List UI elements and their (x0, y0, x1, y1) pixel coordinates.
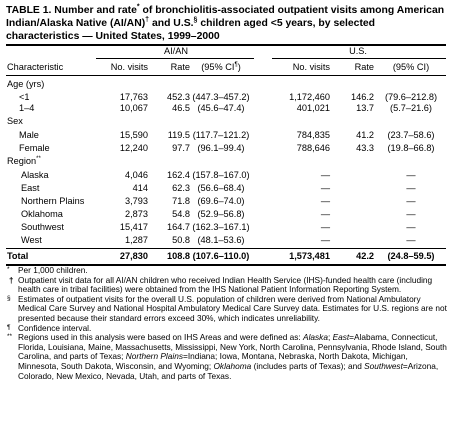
region-name: Southwest (364, 360, 403, 371)
ci-header-text: ) (237, 62, 241, 72)
us-ci-cell: (5.7–21.6) (390, 103, 432, 113)
footnote-mark: ** (7, 333, 13, 341)
us-visits-cell: 401,021 (296, 103, 330, 113)
footnote-mark: † (9, 275, 14, 285)
us-visits-cell: — (320, 235, 330, 245)
us-rate-cell: 13.7 (356, 103, 374, 113)
aian-rate-cell: 162.4 (167, 170, 190, 180)
aian-ci-cell: (157.8–167.0) (192, 170, 250, 180)
aian-rate-cell: 452.3 (167, 92, 190, 102)
aian-visits-cell: 15,417 (119, 222, 148, 232)
aian-visits-cell: 12,240 (119, 143, 148, 153)
section-label: Age (yrs) (7, 79, 45, 89)
footnote-mark: ¶ (7, 323, 11, 331)
section-row-sex (0, 116, 452, 127)
title-text: TABLE 1. Number and rate (6, 5, 137, 16)
region-name: East (332, 332, 350, 343)
aian-rate-cell: 97.7 (172, 143, 190, 153)
group-rule-aian (96, 58, 254, 59)
title-footnote-mark: † (145, 16, 150, 24)
region-name: Oklahoma (213, 360, 252, 371)
us-ci-cell: (19.8–66.8) (387, 143, 435, 153)
group-header-us: U.S. (349, 46, 367, 56)
aian-rate-cell: 62.3 (172, 183, 190, 193)
row-label: East (21, 183, 40, 193)
table-title (6, 4, 448, 43)
us-ci-cell: — (406, 222, 416, 232)
footnote-text: =Alabama, Connecticut, Florida, Louisiana, Maine, Massachusetts, Mississippi, New York, North Carolina, Pennsylvania, Rhode Island, South Carolina, and parts of Texas; (18, 332, 447, 362)
group-rule-us (272, 58, 446, 59)
aian-visits-cell: 2,873 (125, 209, 148, 219)
column-header-us-ci: (95% CI) (392, 62, 430, 72)
aian-rate-cell: 54.8 (172, 209, 190, 219)
footnote-text: Per 1,000 children. (18, 265, 88, 275)
aian-rate-cell: 108.8 (167, 251, 190, 261)
us-visits-cell: — (320, 183, 330, 193)
footnote-text: Estimates of outpatient visits for the overall U.S. population of children were derived from National Ambulatory Medical Care Survey and National Hospital Ambulatory Medical Care Survey data. Estimates for U.S. regions are not presented because their standard errors exceed 30%, which indicates unreliability. (18, 293, 447, 323)
us-rate-cell: 146.2 (351, 92, 374, 102)
row-label: Total (7, 251, 29, 261)
title-text: children aged <5 years, by selected characteristics — United States, 1999–2000 (6, 18, 376, 42)
us-visits-cell: — (320, 196, 330, 206)
column-header-aian-ci (190, 62, 252, 73)
us-visits-cell: 1,573,481 (289, 251, 330, 261)
us-ci-cell: — (406, 183, 416, 193)
table-row (0, 209, 452, 220)
aian-rate-cell: 50.8 (172, 235, 190, 245)
section-label (7, 156, 41, 167)
title-text: and U.S. (149, 18, 194, 29)
table-row (0, 103, 452, 114)
table-row (0, 92, 452, 103)
footnotes (6, 266, 450, 381)
row-label: 1–4 (19, 103, 35, 113)
aian-ci-cell: (96.1–99.4) (197, 143, 245, 153)
aian-rate-cell: 46.5 (172, 103, 190, 113)
aian-rate-cell: 164.7 (167, 222, 190, 232)
table-row (0, 196, 452, 207)
row-label: Alaska (21, 170, 49, 180)
us-visits-cell: — (320, 170, 330, 180)
aian-visits-cell: 17,763 (119, 92, 148, 102)
row-label: <1 (19, 92, 30, 102)
footnote-mark: § (7, 294, 11, 302)
row-label: Southwest (21, 222, 64, 232)
section-label-text: Region (7, 156, 37, 166)
us-rate-cell: 41.2 (356, 130, 374, 140)
aian-ci-cell: (162.3–167.1) (192, 222, 250, 232)
us-ci-cell: (23.7–58.6) (387, 130, 435, 140)
aian-visits-cell: 27,830 (119, 251, 148, 261)
table-row (0, 143, 452, 154)
us-ci-cell: — (406, 170, 416, 180)
aian-ci-cell: (117.7–121.2) (192, 130, 250, 140)
aian-ci-cell: (52.9–56.8) (197, 209, 245, 219)
row-label: Male (19, 130, 39, 140)
us-ci-cell: (79.6–212.8) (384, 92, 438, 102)
footnote (6, 295, 450, 324)
region-name: Northern Plains (125, 351, 183, 362)
table-row (0, 222, 452, 233)
aian-visits-cell: 10,067 (119, 103, 148, 113)
us-visits-cell: 1,172,460 (289, 92, 330, 102)
section-label: Sex (7, 116, 23, 126)
section-row-region (0, 156, 452, 167)
title-footnote-mark: * (136, 3, 140, 11)
row-label: Oklahoma (21, 209, 63, 219)
total-rule (6, 248, 446, 249)
row-label: Female (19, 143, 50, 153)
title-text: of bronchiolitis-associated outpatient visits among American Indian/Alaska Native (AI/AN) (6, 5, 445, 29)
us-rate-cell: 43.3 (356, 143, 374, 153)
us-visits-cell: 788,646 (296, 143, 330, 153)
total-row (0, 251, 452, 262)
aian-visits-cell: 414 (132, 183, 148, 193)
table-row (0, 183, 452, 194)
footnote-text: =Indiana; Iowa, Montana, Nebraska, North Dakota, Michigan, Minnesota, South Dakota, Wisconsin, and Wyoming; (18, 351, 408, 371)
column-header-aian-rate: Rate (170, 62, 190, 72)
row-label: West (21, 235, 42, 245)
aian-ci-cell: (56.6–68.4) (197, 183, 245, 193)
aian-ci-cell: (447.3–457.2) (192, 92, 250, 102)
table-row (0, 235, 452, 246)
column-header-us-rate: Rate (354, 62, 374, 72)
us-ci-cell: — (406, 209, 416, 219)
footnote-mark: * (7, 266, 10, 273)
table-row (0, 130, 452, 141)
footnote-text: ; (327, 332, 333, 343)
group-header-aian: AI/AN (164, 46, 188, 56)
footnote (6, 276, 450, 295)
row-label: Northern Plains (21, 196, 85, 206)
us-visits-cell: — (320, 222, 330, 232)
column-header-us-visits: No. visits (292, 62, 330, 72)
aian-ci-cell: (107.6–110.0) (192, 251, 250, 261)
footnote-text: (includes parts of Texas); and (251, 360, 365, 371)
us-rate-cell: 42.2 (356, 251, 374, 261)
aian-ci-cell: (45.6–47.4) (197, 103, 245, 113)
aian-visits-cell: 1,287 (125, 235, 148, 245)
footnote-text: Outpatient visit data for all AI/AN children who received Indian Health Service (IHS)-funded health care (including health care in tribal facilities) were obtained from the IHS National Patient Information Reporting System. (18, 274, 433, 295)
aian-rate-cell: 71.8 (172, 196, 190, 206)
region-name: Alaska (303, 332, 328, 343)
footnote-text: Regions used in this analysis were based on IHS Areas and were defined as: (18, 332, 304, 343)
header-rule (6, 75, 446, 76)
footnote-text: =Arizona, Colorado, New Mexico, Nevada, Utah, and parts of Texas. (18, 360, 439, 381)
region-footnote-mark: ** (36, 155, 41, 162)
aian-visits-cell: 3,793 (125, 196, 148, 206)
title-footnote-mark: § (193, 16, 198, 24)
table-row (0, 170, 452, 181)
us-ci-cell: — (406, 196, 416, 206)
us-visits-cell: 784,835 (296, 130, 330, 140)
column-header-characteristic: Characteristic (7, 62, 64, 72)
us-ci-cell: (24.8–59.5) (387, 251, 435, 261)
us-visits-cell: — (320, 209, 330, 219)
footnote (6, 333, 450, 381)
aian-visits-cell: 15,590 (119, 130, 148, 140)
us-ci-cell: — (406, 235, 416, 245)
section-row-age (0, 79, 452, 90)
aian-visits-cell: 4,046 (125, 170, 148, 180)
aian-ci-cell: (48.1–53.6) (197, 235, 245, 245)
aian-ci-cell: (69.6–74.0) (197, 196, 245, 206)
aian-rate-cell: 119.5 (167, 130, 190, 140)
ci-header-text: (95% CI (201, 62, 235, 72)
ci-footnote-mark: ¶ (234, 61, 238, 68)
footnote-text: Confidence interval. (18, 322, 92, 333)
column-header-aian-visits: No. visits (110, 62, 148, 72)
